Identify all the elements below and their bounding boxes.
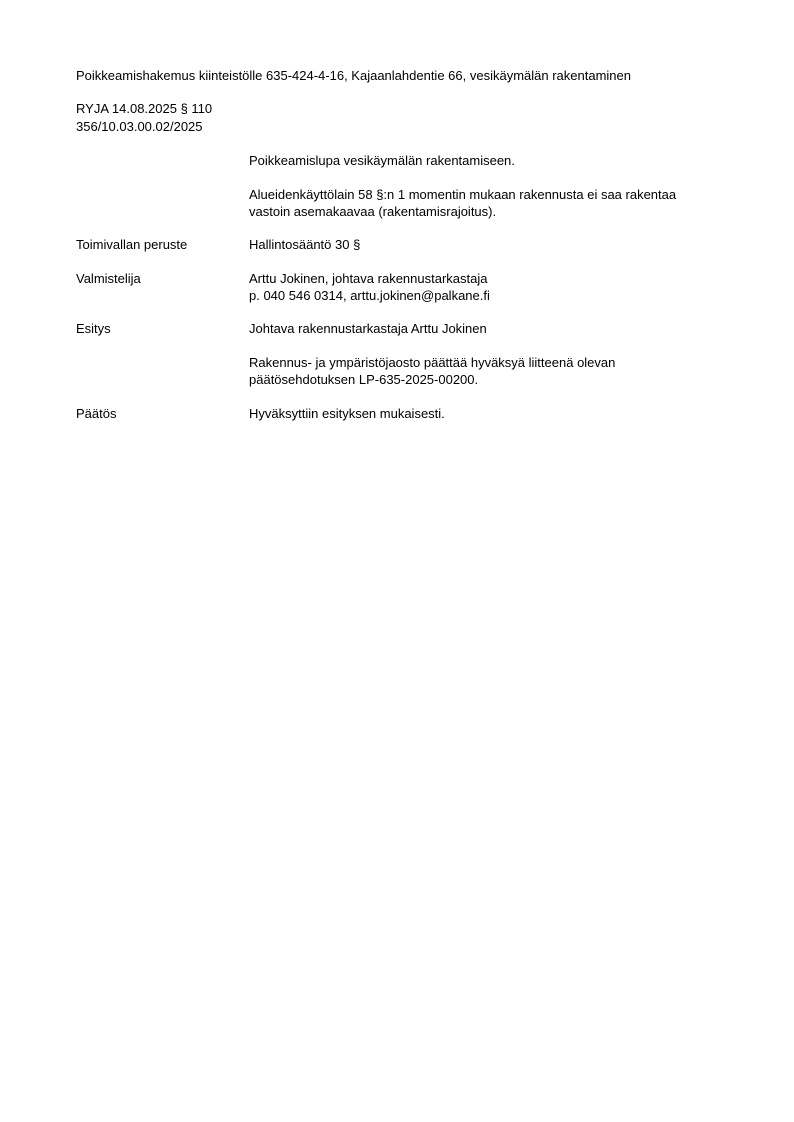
preparer-block bbox=[249, 270, 739, 304]
decision-value: Hyväksyttiin esityksen mukaisesti. bbox=[249, 406, 445, 421]
proposal-text-line-1: Rakennus- ja ympäristöjaosto päättää hyväksyä liitteenä olevan bbox=[249, 355, 616, 370]
intro-paragraph-2 bbox=[249, 186, 739, 220]
intro-paragraph-2-line-1: Alueidenkäyttölain 58 §:n 1 momentin mukaan rakennusta ei saa rakentaa bbox=[249, 187, 677, 202]
meeting-reference: RYJA 14.08.2025 § 110 bbox=[76, 101, 213, 116]
proposal-presenter: Johtava rakennustarkastaja Arttu Jokinen bbox=[249, 321, 487, 336]
proposal-text-block bbox=[249, 354, 739, 388]
intro-section bbox=[249, 152, 739, 169]
intro-paragraph-1: Poikkeamislupa vesikäymälän rakentamiseen. bbox=[249, 153, 515, 168]
preparer-contact: p. 040 546 0314, arttu.jokinen@palkane.fi bbox=[249, 288, 490, 303]
authority-value: Hallintosääntö 30 § bbox=[249, 237, 361, 252]
preparer-label: Valmistelija bbox=[76, 271, 141, 286]
proposal-presenter-block bbox=[249, 320, 739, 337]
decision-block bbox=[249, 405, 739, 422]
preparer-name: Arttu Jokinen, johtava rakennustarkastaja bbox=[249, 271, 488, 286]
document-title: Poikkeamishakemus kiinteistölle 635-424-4-16, Kajaanlahdentie 66, vesikäymälän rakentaminen bbox=[76, 68, 631, 83]
authority-label: Toimivallan peruste bbox=[76, 237, 188, 252]
proposal-text-line-2: päätösehdotuksen LP-635-2025-00200. bbox=[249, 372, 479, 387]
intro-paragraph-2-line-2: vastoin asemakaavaa (rakentamisrajoitus). bbox=[249, 204, 497, 219]
authority-value-block bbox=[249, 236, 739, 253]
case-number: 356/10.03.00.02/2025 bbox=[76, 119, 203, 134]
decision-label: Päätös bbox=[76, 406, 117, 421]
proposal-label: Esitys bbox=[76, 321, 111, 336]
